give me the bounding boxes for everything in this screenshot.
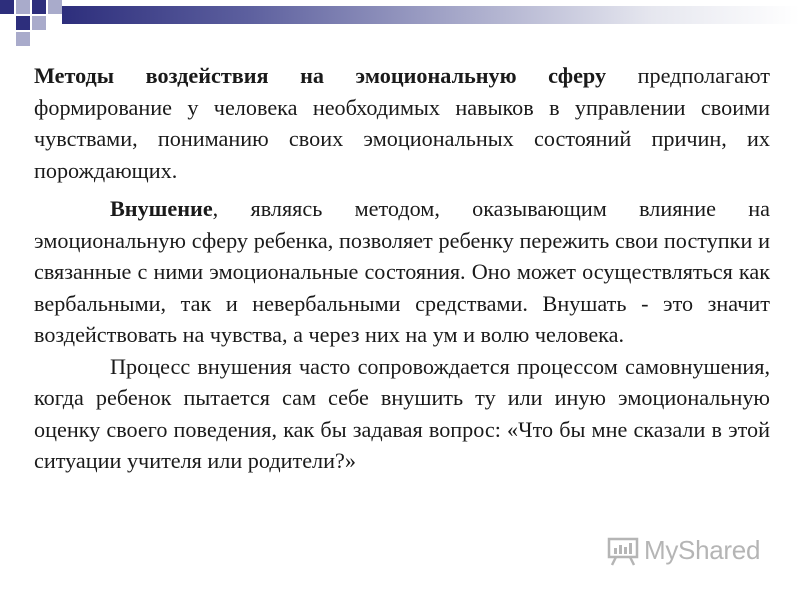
paragraph-methods-text: предполагают формирование у человека необходимых навыков в управлении своими чувствами, пониманию своих эмоциональных состояний причин, их порождающих. — [34, 63, 770, 183]
watermark-text: MyShared — [644, 535, 761, 565]
slide-body — [34, 60, 770, 477]
watermark — [606, 535, 760, 566]
presentation-board-icon — [606, 536, 640, 566]
paragraph-suggestion — [34, 193, 770, 351]
paragraph-methods — [34, 60, 770, 186]
paragraph-suggestion-lead: Внушение — [110, 196, 213, 221]
header-gradient-bar — [62, 6, 800, 24]
paragraph-self-suggestion — [34, 351, 770, 477]
paragraph-suggestion-text: , являясь методом, оказывающим влияние на эмоциональную сферу ребенка, позволяет ребенку пережить свои поступки и связанные с ними эмоциональные состояния. Оно может осуществляться как вербальными, так и невербальными средствами. Внушать - это значит воздействовать на чувства, а через них на ум и волю человека. — [34, 196, 770, 347]
corner-decoration — [0, 0, 62, 48]
paragraph-self-suggestion-text: Процесс внушения часто сопровождается процессом самовнушения, когда ребенок пытается сам себе внушить ту или иную эмоциональную оценку своего поведения, как бы задавая вопрос: «Что бы мне сказали в этой ситуации учителя или родители?» — [34, 353, 770, 473]
paragraph-methods-lead: Методы воздействия на эмоциональную сферу — [34, 63, 607, 88]
